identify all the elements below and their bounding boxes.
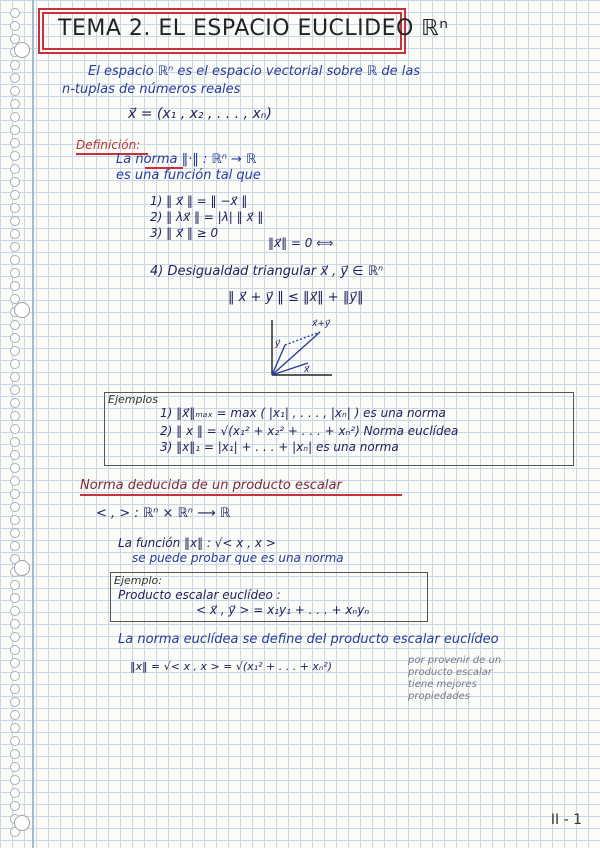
binder-hole bbox=[10, 86, 20, 96]
binder-hole bbox=[10, 203, 20, 213]
binder-hole bbox=[10, 450, 20, 460]
binder-hole bbox=[10, 580, 20, 590]
property-4: 4) Desigualdad triangular x⃗ , y⃗ ∈ ℝⁿ bbox=[150, 264, 384, 279]
norma-deducida-heading: Norma deducida de un producto escalar bbox=[80, 478, 342, 493]
binder-hole bbox=[10, 320, 20, 330]
vector-sum-diagram bbox=[250, 310, 340, 385]
ejemplo-3: 3) ‖x‖₁ = |x₁| + . . . + |xₙ| es una norma bbox=[160, 440, 399, 454]
binder-hole bbox=[10, 333, 20, 343]
side-note-4: propiedades bbox=[408, 691, 471, 702]
binder-hole bbox=[10, 177, 20, 187]
binder-hole bbox=[10, 385, 20, 395]
binder-hole bbox=[10, 255, 20, 265]
binder-hole bbox=[10, 710, 20, 720]
producto-escalar-formula: < x⃗ , y⃗ > = x₁y₁ + . . . + xₙyₙ bbox=[196, 603, 370, 617]
side-note-3: tiene mejores bbox=[408, 679, 477, 690]
binder-hole bbox=[10, 242, 20, 252]
binder-holes bbox=[0, 0, 30, 848]
intro-line-2: n-tuplas de números reales bbox=[62, 82, 241, 97]
binder-hole bbox=[10, 437, 20, 447]
producto-escalar-def: < , > : ℝⁿ × ℝⁿ ⟶ ℝ bbox=[96, 506, 231, 521]
sum-vector-label: x⃗+y⃗ bbox=[312, 319, 331, 329]
binder-hole bbox=[10, 658, 20, 668]
binder-hole bbox=[10, 359, 20, 369]
property-1: 1) ‖ x⃗ ‖ = ‖ −x⃗ ‖ bbox=[150, 194, 248, 208]
norma-funcion: La función ‖x‖ : √< x , x > bbox=[118, 536, 276, 550]
margin-line bbox=[32, 0, 34, 848]
binder-hole bbox=[10, 372, 20, 382]
definicion-heading: Definición: bbox=[76, 138, 141, 152]
binder-hole bbox=[10, 99, 20, 109]
ejemplo-heading: Ejemplo: bbox=[114, 574, 162, 587]
binder-hole bbox=[10, 229, 20, 239]
ejemplo-2: 2) ‖ x ‖ = √(x₁² + x₂² + . . . + xₙ²) Norma euclídea bbox=[160, 424, 459, 438]
binder-hole bbox=[10, 125, 20, 135]
binder-ring-hole bbox=[14, 42, 30, 58]
binder-hole bbox=[10, 60, 20, 70]
binder-hole bbox=[10, 190, 20, 200]
property-2: 2) ‖ λx⃗ ‖ = |λ| ‖ x⃗ ‖ bbox=[150, 210, 264, 224]
page-number: II - 1 bbox=[550, 812, 582, 828]
binder-hole bbox=[10, 593, 20, 603]
x-vector-label: x⃗ bbox=[304, 365, 310, 375]
binder-hole bbox=[10, 684, 20, 694]
binder-hole bbox=[10, 476, 20, 486]
binder-hole bbox=[10, 268, 20, 278]
binder-hole bbox=[10, 723, 20, 733]
binder-ring-hole bbox=[14, 815, 30, 831]
vector-definition: x⃗ = (x₁ , x₂ , . . . , xₙ) bbox=[128, 106, 272, 122]
binder-hole bbox=[10, 281, 20, 291]
binder-hole bbox=[10, 775, 20, 785]
ejemplos-heading: Ejemplos bbox=[108, 393, 158, 406]
side-note-1: por provenir de un bbox=[408, 655, 502, 666]
ejemplo-1: 1) ‖x⃗‖ₘₐₓ = max ( |x₁| , . . . , |xₙ| ) es una norma bbox=[160, 406, 446, 420]
binder-hole bbox=[10, 762, 20, 772]
binder-hole bbox=[10, 788, 20, 798]
norma-euclidea-formula: ‖x‖ = √< x , x > = √(x₁² + . . . + xₙ²) bbox=[130, 660, 333, 673]
norma-definition-2: es una función tal que bbox=[116, 168, 261, 183]
binder-hole bbox=[10, 398, 20, 408]
binder-hole bbox=[10, 619, 20, 629]
binder-hole bbox=[10, 411, 20, 421]
binder-hole bbox=[10, 346, 20, 356]
binder-hole bbox=[10, 21, 20, 31]
binder-hole bbox=[10, 515, 20, 525]
conclusion-line: La norma euclídea se define del producto escalar euclídeo bbox=[118, 632, 499, 647]
binder-hole bbox=[10, 216, 20, 226]
page-title: TEMA 2. EL ESPACIO EUCLIDEO ℝⁿ bbox=[58, 16, 449, 41]
y-vector-label: y⃗ bbox=[275, 339, 281, 349]
property-3: 3) ‖ x⃗ ‖ ≥ 0 bbox=[150, 226, 219, 240]
binder-hole bbox=[10, 489, 20, 499]
norma-deducida-underline bbox=[80, 494, 402, 496]
binder-hole bbox=[10, 736, 20, 746]
binder-hole bbox=[10, 528, 20, 538]
binder-hole bbox=[10, 541, 20, 551]
binder-hole bbox=[10, 112, 20, 122]
binder-hole bbox=[10, 151, 20, 161]
binder-hole bbox=[10, 463, 20, 473]
intro-line-1: El espacio ℝⁿ es el espacio vectorial sobre ℝ de las bbox=[88, 64, 421, 79]
binder-hole bbox=[10, 697, 20, 707]
norma-prove: se puede probar que es una norma bbox=[132, 551, 344, 565]
binder-hole bbox=[10, 424, 20, 434]
binder-ring-hole bbox=[14, 560, 30, 576]
binder-ring-hole bbox=[14, 302, 30, 318]
binder-hole bbox=[10, 645, 20, 655]
binder-hole bbox=[10, 606, 20, 616]
binder-hole bbox=[10, 749, 20, 759]
producto-escalar-euclideo: Producto escalar euclídeo : bbox=[118, 588, 281, 602]
binder-hole bbox=[10, 502, 20, 512]
property-3b: ‖x⃗‖ = 0 ⟺ bbox=[268, 236, 334, 250]
binder-hole bbox=[10, 671, 20, 681]
binder-hole bbox=[10, 164, 20, 174]
binder-hole bbox=[10, 801, 20, 811]
binder-hole bbox=[10, 8, 20, 18]
binder-hole bbox=[10, 632, 20, 642]
binder-hole bbox=[10, 73, 20, 83]
side-note-2: producto escalar bbox=[408, 667, 492, 678]
norma-definition: La norma ‖·‖ : ℝⁿ → ℝ bbox=[116, 152, 257, 167]
binder-hole bbox=[10, 138, 20, 148]
triangle-inequality: ‖ x⃗ + y⃗ ‖ ≤ ‖x⃗‖ + ‖y⃗‖ bbox=[228, 290, 364, 305]
